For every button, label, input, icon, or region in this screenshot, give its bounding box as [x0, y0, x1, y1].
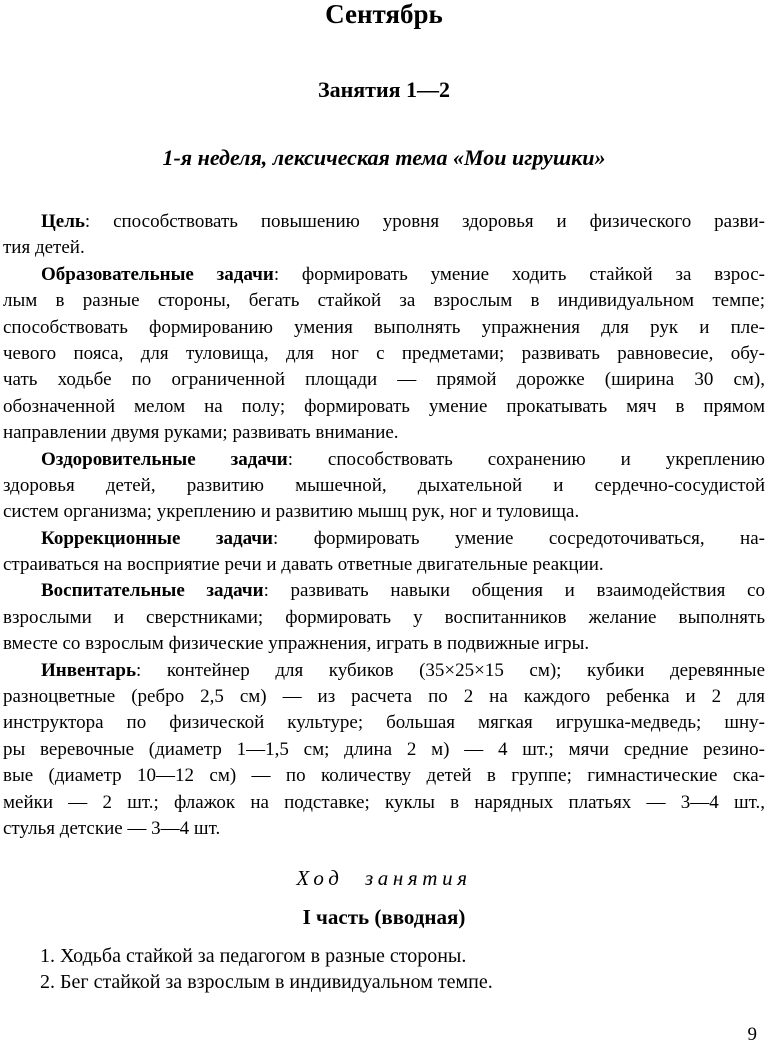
- text-line: ры веревочные (диаметр 1—1,5 см; длина 2 м) — 4 шт.; мячи средние резино-: [3, 738, 765, 760]
- paragraph-text: : способствовать сохранению и укреплению: [287, 448, 765, 470]
- paragraph: [3, 526, 765, 579]
- text-line: направлении двумя руками; развивать внимание.: [3, 422, 399, 444]
- paragraph: [3, 209, 765, 262]
- paragraph-text: : формировать умение ходить стайкой за взрос-: [273, 263, 765, 285]
- text-line: чевого пояса, для туловища, для ног с предметами; развивать равновесие, обу-: [3, 342, 765, 364]
- text-line: способствовать формированию умения выполнять упражнения для рук и пле-: [3, 316, 765, 338]
- lessons-heading: Занятия 1—2: [317, 77, 451, 102]
- text-line: взрослыми и сверстниками; формировать у воспитанников желание выполнять: [3, 606, 765, 628]
- page-number: 9: [747, 1024, 757, 1045]
- paragraph-text: : способствовать повышению уровня здоровья и физического разви-: [84, 211, 765, 232]
- text-line: страиваться на восприятие речи и давать ответные двигательные реакции.: [3, 554, 604, 576]
- paragraph: [3, 578, 765, 657]
- text-line: [3, 262, 765, 288]
- paragraph: [3, 447, 765, 526]
- paragraph-label: Инвентарь: [41, 659, 137, 681]
- text-line: лым в разные стороны, бегать стайкой за взрослым в индивидуальном темпе;: [3, 290, 765, 312]
- text-line: [3, 578, 765, 604]
- text-line: [3, 447, 765, 473]
- text-line: чать ходьбе по ограниченной площади — прямой дорожке (ширина 30 см),: [3, 369, 765, 391]
- text-line: здоровья детей, развитию мышечной, дыхательной и сердечно-сосудистой: [3, 474, 765, 496]
- text-line: стулья детские — 3—4 шт.: [3, 817, 221, 839]
- paragraph-text: : формировать умение сосредоточиваться, на-: [272, 527, 765, 549]
- paragraph-label: Коррекционные задачи: [41, 527, 273, 549]
- paragraph-label: Воспитательные задачи: [41, 580, 264, 602]
- paragraph: [3, 262, 765, 447]
- text-line: [3, 526, 765, 552]
- text-line: систем организма; укреплению и развитию мышц рук, ног и туловища.: [3, 501, 580, 523]
- week-theme-heading: 1-я неделя, лексическая тема «Мои игрушки»: [162, 145, 606, 170]
- text-line: [3, 209, 765, 235]
- lesson-flow-heading: Ход занятия: [296, 866, 472, 891]
- paragraph-label: Оздоровительные задачи: [41, 448, 288, 470]
- paragraph: [3, 658, 765, 843]
- paragraph-text: : развивать навыки общения и взаимодействия со: [263, 580, 765, 602]
- step-item: 1. Ходьба стайкой за педагогом в разные стороны.: [40, 945, 467, 968]
- text-line: вместе со взрослым физические упражнения, играть в подвижные игры.: [3, 633, 590, 655]
- paragraph-label: Образовательные задачи: [41, 263, 274, 285]
- paragraph-text: : контейнер для кубиков (35×25×15 см); кубики деревянные: [136, 659, 765, 681]
- text-line: тия детей.: [3, 237, 85, 259]
- text-line: разноцветные (ребро 2,5 см) — из расчета по 2 на каждого ребенка и 2 для: [3, 686, 765, 708]
- step-item: 2. Бег стайкой за взрослым в индивидуальном темпе.: [40, 970, 493, 993]
- text-line: [3, 658, 765, 684]
- page-title: Сентябрь: [325, 0, 443, 29]
- text-line: инструктора по физической культуре; большая мягкая игрушка-медведь; шну-: [3, 712, 765, 734]
- paragraph-label: Цель: [41, 211, 85, 232]
- lesson-description: [3, 209, 765, 842]
- part-one-heading: I часть (вводная): [302, 905, 466, 930]
- text-line: вые (диаметр 10—12 см) — по количеству детей в группе; гимнастические ска-: [3, 765, 765, 787]
- lesson-steps: [3, 944, 765, 995]
- text-line: обозначенной мелом на полу; формировать умение прокатывать мяч в прямом: [3, 395, 765, 417]
- text-line: мейки — 2 шт.; флажок на подставке; куклы в нарядных платьях — 3—4 шт.,: [3, 791, 765, 813]
